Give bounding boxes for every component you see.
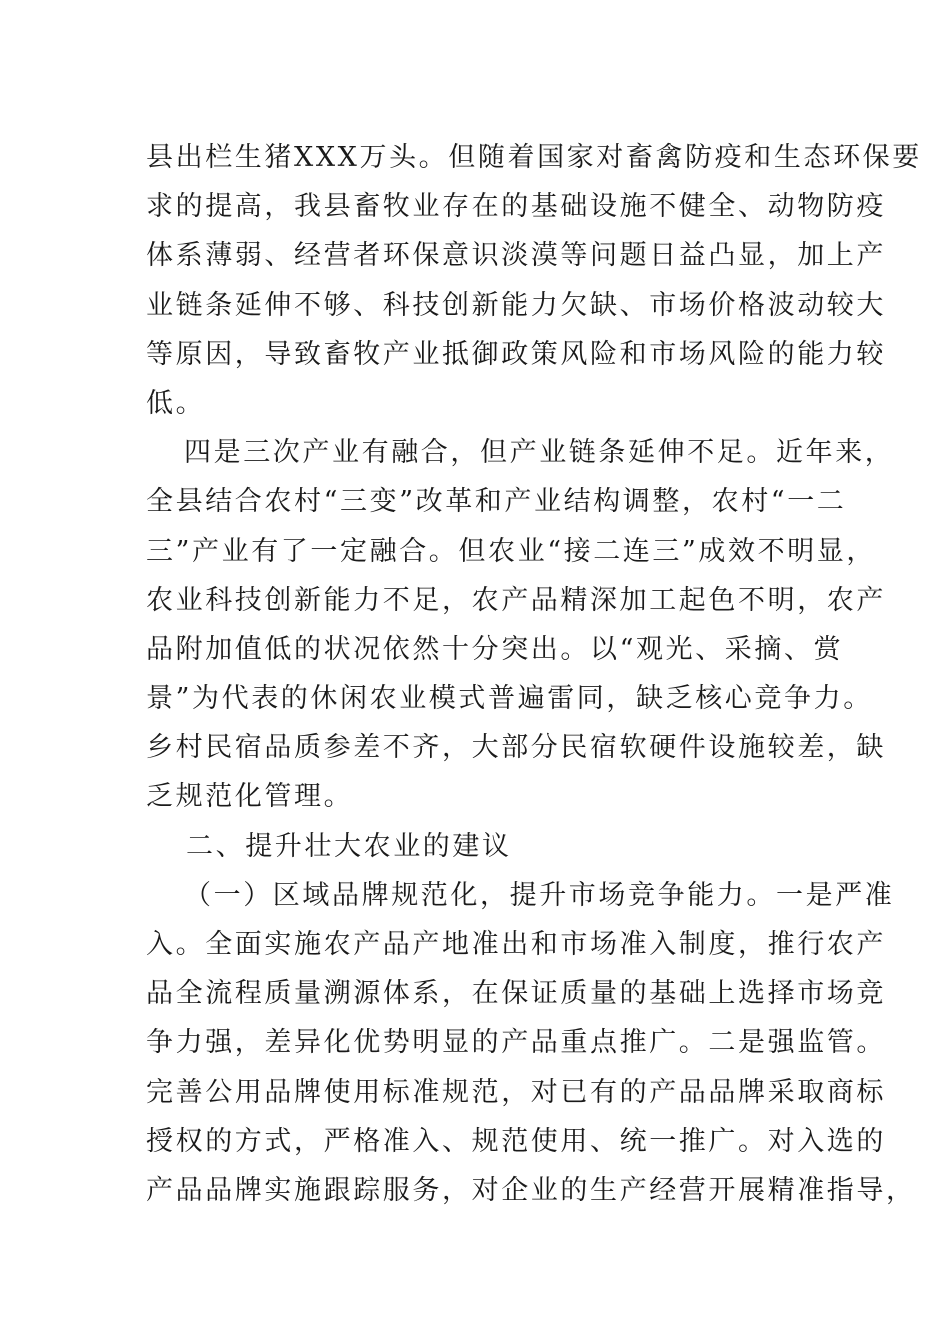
paragraph-line: 品附加值低的状况依然十分突出。以“观光、采摘、赏 [146,633,844,665]
paragraph-line: 低。 [146,387,206,419]
paragraph-line: （一）区域品牌规范化，提升市场竞争能力。一是严准 [184,879,895,911]
paragraph-line: 县出栏生猪XXX万头。但随着国家对畜禽防疫和生态环保要 [146,142,922,173]
paragraph-line: 产品品牌实施跟踪服务，对企业的生产经营开展精准指导， [146,1174,916,1206]
paragraph-line: 体系薄弱、经营者环保意识淡漠等问题日益凸显，加上产 [146,240,886,272]
paragraph-line: 乡村民宿品质参差不齐，大部分民宿软硬件设施较差，缺 [146,732,886,764]
paragraph-line: 景”为代表的休闲农业模式普遍雷同，缺乏核心竞争力。 [146,683,873,715]
paragraph-line: 三”产业有了一定融合。但农业“接二连三”成效不明显， [146,535,877,567]
paragraph-line: 全县结合农村“三变”改革和产业结构调整，农村“一二 [146,486,847,518]
paragraph-line: 品全流程质量溯源体系，在保证质量的基础上选择市场竞 [146,978,886,1010]
paragraph-line: 等原因，导致畜牧产业抵御政策风险和市场风险的能力较 [146,338,886,370]
paragraph-line: 乏规范化管理。 [146,781,354,813]
section-heading: 二、提升壮大农业的建议 [186,830,512,862]
paragraph-line: 农业科技创新能力不足，农产品精深加工起色不明，农产 [146,584,886,616]
paragraph-line: 争力强，差异化优势明显的产品重点推广。二是强监管。 [146,1027,886,1059]
paragraph-line: 业链条延伸不够、科技创新能力欠缺、市场价格波动较大 [146,289,886,321]
paragraph-line: 授权的方式，严格准入、规范使用、统一推广。对入选的 [146,1125,886,1157]
paragraph-line: 四是三次产业有融合，但产业链条延伸不足。近年来， [184,437,895,469]
paragraph-line: 求的提高，我县畜牧业存在的基础设施不健全、动物防疫 [146,191,886,223]
document-body [146,133,922,1215]
paragraph-line: 完善公用品牌使用标准规范，对已有的产品品牌采取商标 [146,1076,886,1108]
paragraph-line: 入。全面实施农产品产地准出和市场准入制度，推行农产 [146,929,886,960]
